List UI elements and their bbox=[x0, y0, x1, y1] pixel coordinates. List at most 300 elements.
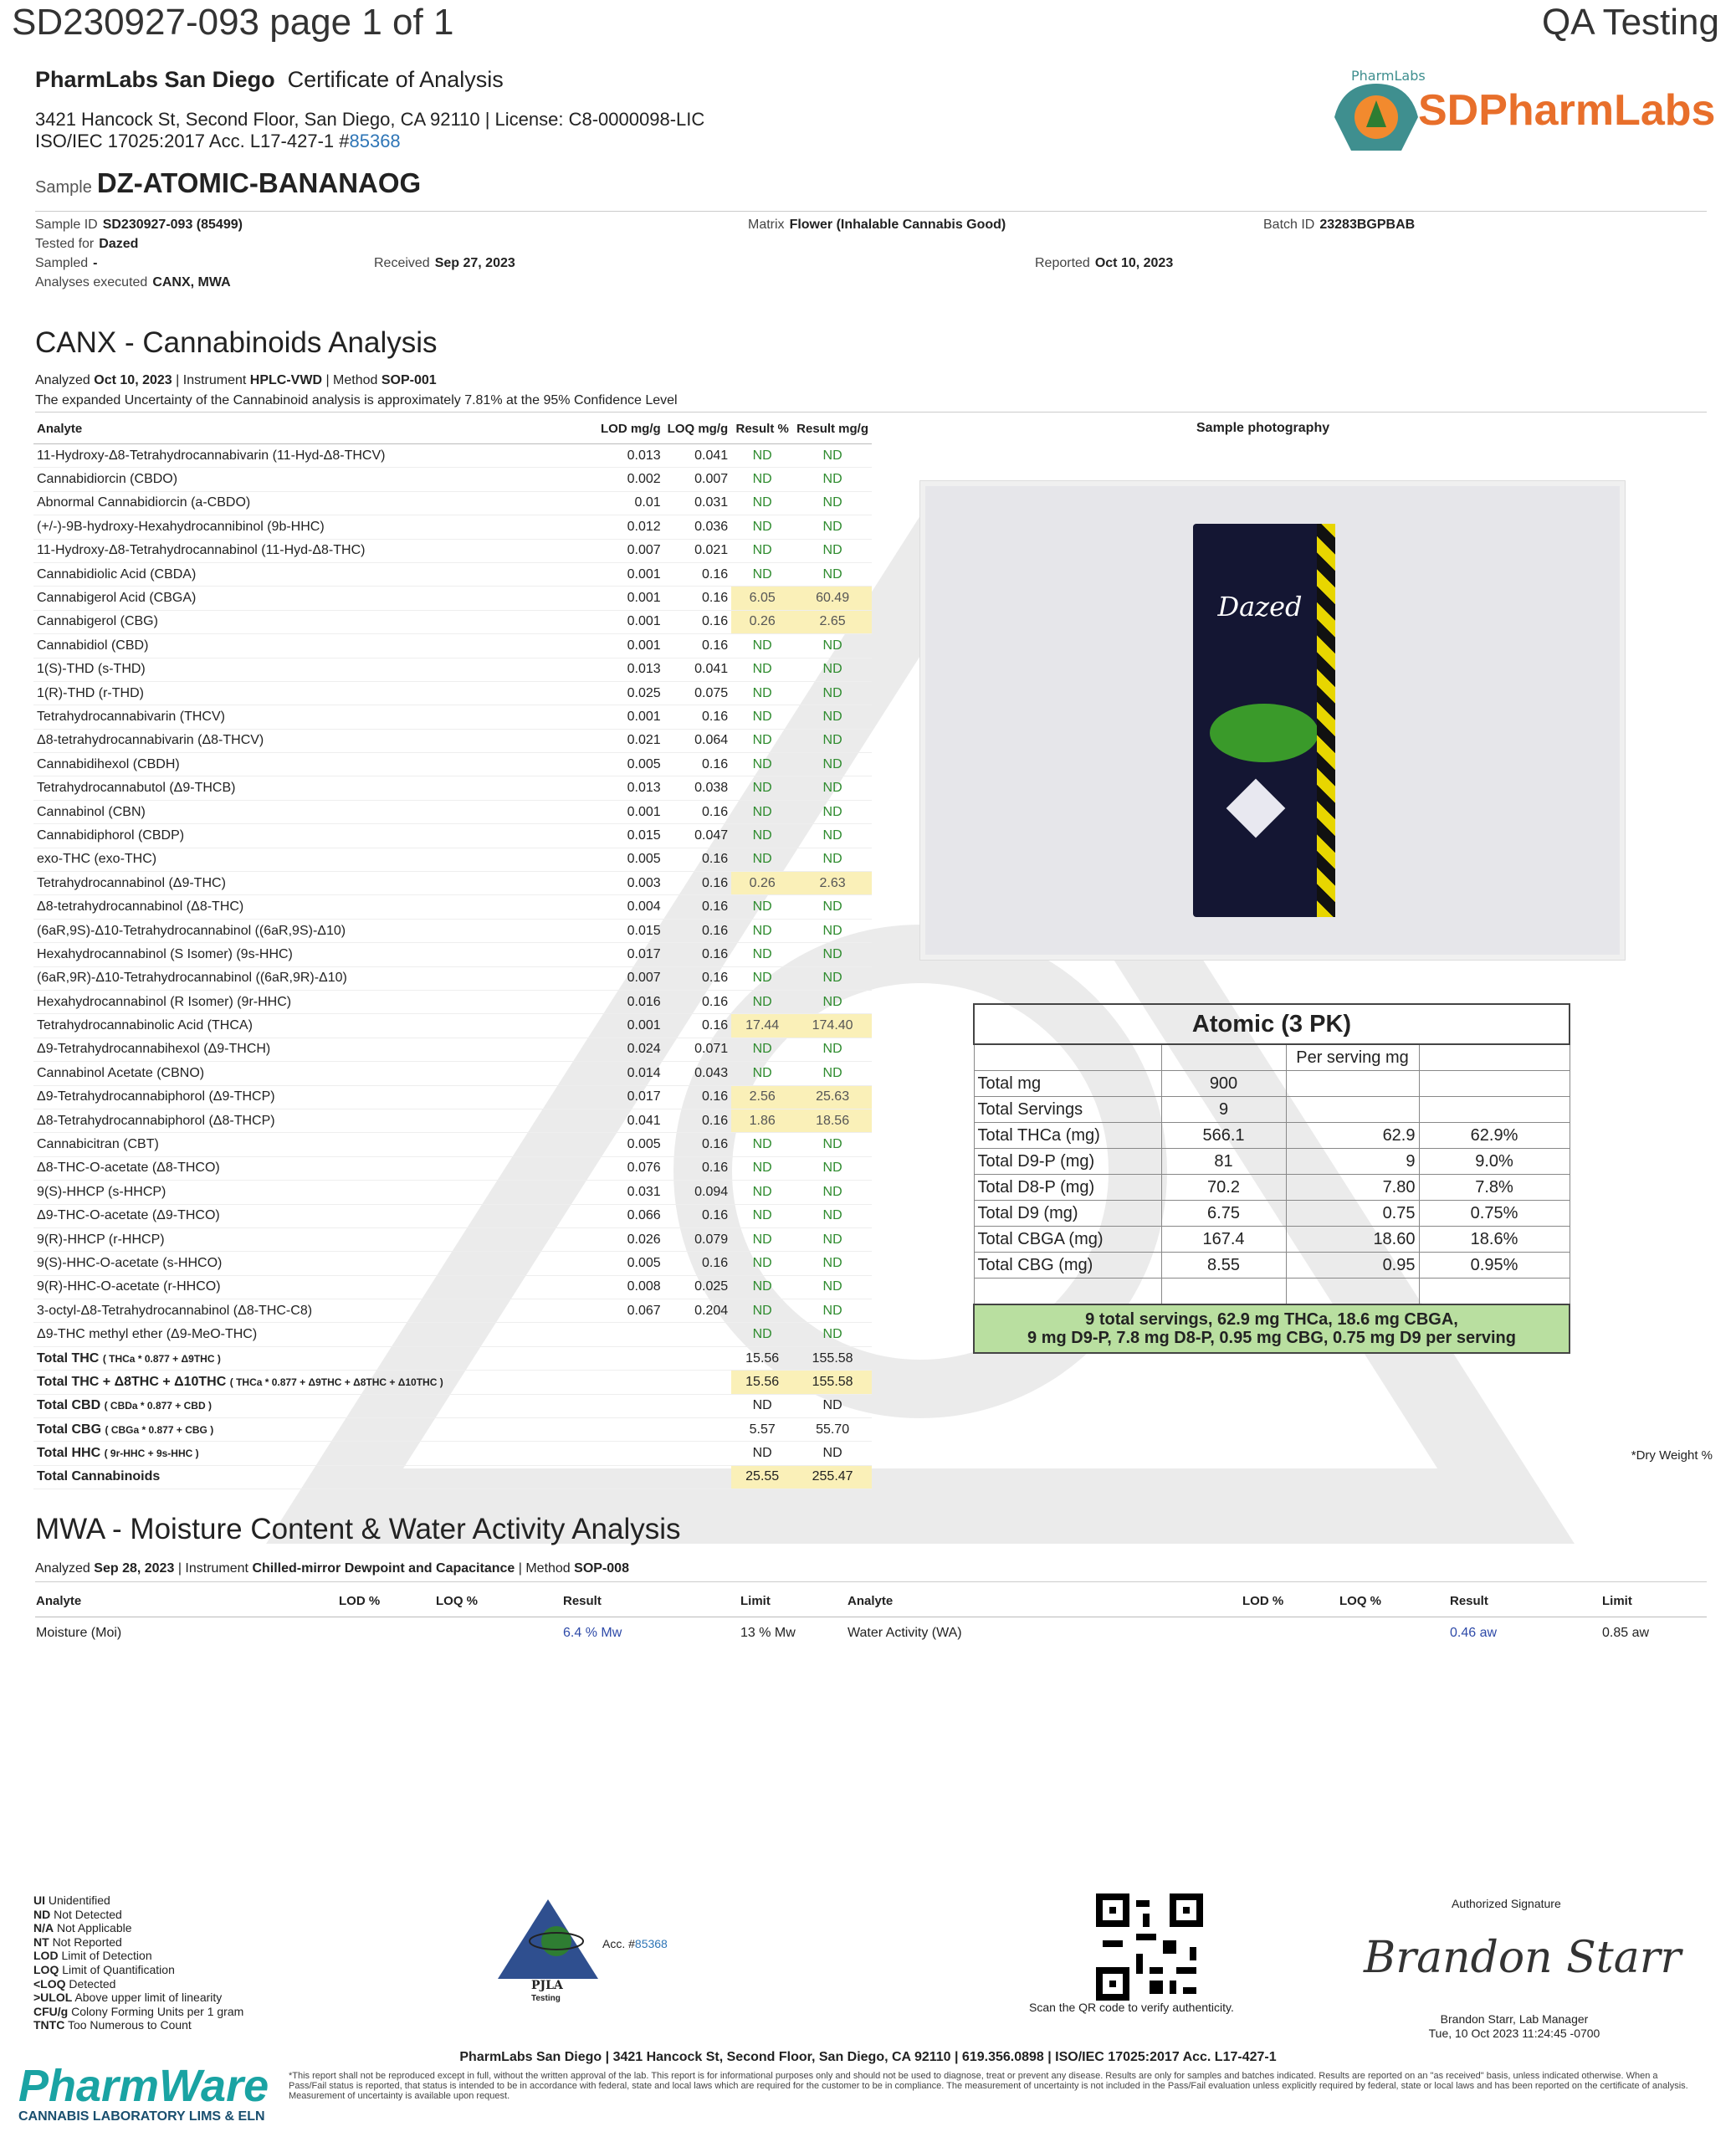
water-activity-result: 0.46 aw bbox=[1450, 1626, 1498, 1640]
result-pct: ND bbox=[731, 1252, 793, 1275]
table-row bbox=[33, 610, 872, 633]
lod-value: 0.001 bbox=[597, 705, 664, 729]
lod-value: 0.017 bbox=[597, 1085, 664, 1109]
total-name: Total CBG ( CBGa * 0.877 + CBG ) bbox=[33, 1418, 731, 1442]
result-pct: ND bbox=[731, 634, 793, 658]
analyte-name: 11-Hydroxy-Δ8-Tetrahydrocannabinol (11-Hyd-Δ8-THC) bbox=[33, 539, 597, 562]
lod-value: 0.014 bbox=[597, 1062, 664, 1085]
loq-value: 0.021 bbox=[664, 539, 732, 562]
result-pct: ND bbox=[731, 1038, 793, 1061]
total-row bbox=[33, 1465, 872, 1489]
mwa-title: MWA - Moisture Content & Water Activity Analysis bbox=[35, 1513, 681, 1545]
lod-value: 0.005 bbox=[597, 1252, 664, 1275]
lab-title: PharmLabs San Diego Certificate of Analysis bbox=[35, 67, 504, 92]
water-activity-limit: 0.85 aw bbox=[1602, 1626, 1650, 1640]
legend-item: LOD Limit of Detection bbox=[33, 1949, 152, 1963]
analyte-name: (6aR,9R)-Δ10-Tetrahydrocannabinol ((6aR,9R)-Δ10) bbox=[33, 966, 597, 990]
lod-value: 0.017 bbox=[597, 943, 664, 966]
loq-value: 0.16 bbox=[664, 895, 732, 919]
analyte-name: (6aR,9S)-Δ10-Tetrahydrocannabinol ((6aR,9S)-Δ10) bbox=[33, 919, 597, 942]
analyte-name: (+/-)-9B-hydroxy-Hexahydrocannibinol (9b-HHC) bbox=[33, 515, 597, 539]
lod-value: 0.012 bbox=[597, 515, 664, 539]
analyte-name: Tetrahydrocannabivarin (THCV) bbox=[33, 705, 597, 729]
legend-item: NT Not Reported bbox=[33, 1934, 122, 1949]
loq-value: 0.16 bbox=[664, 943, 732, 966]
lod-value: 0.001 bbox=[597, 587, 664, 610]
serving-row: Total mg 900 bbox=[974, 1071, 1570, 1097]
total-row bbox=[33, 1442, 872, 1465]
lod-value: 0.008 bbox=[597, 1275, 664, 1299]
analyte-name: Δ8-Tetrahydrocannabiphorol (Δ8-THCP) bbox=[33, 1109, 597, 1132]
table-row bbox=[33, 895, 872, 919]
loq-value: 0.16 bbox=[664, 753, 732, 776]
loq-value: 0.16 bbox=[664, 1204, 732, 1227]
analyte-name: 9(R)-HHC-O-acetate (r-HHCO) bbox=[33, 1275, 597, 1299]
footer-address: PharmLabs San Diego | 3421 Hancock St, Second Floor, San Diego, CA 92110 | 619.356.0898 | ISO/IEC 17025:2017 Acc. L17-427-1 bbox=[459, 2050, 1277, 2064]
lod-value: 0.002 bbox=[597, 468, 664, 491]
result-mgg: ND bbox=[793, 1181, 872, 1204]
lod-value bbox=[597, 1323, 664, 1346]
result-mgg: ND bbox=[793, 658, 872, 681]
legend-item: N/A Not Applicable bbox=[33, 1921, 132, 1935]
analyte-name: 9(R)-HHCP (r-HHCP) bbox=[33, 1227, 597, 1251]
col-result-mgg: Result mg/g bbox=[793, 413, 872, 444]
result-pct: ND bbox=[731, 1275, 793, 1299]
loq-value: 0.16 bbox=[664, 610, 732, 633]
result-pct: 6.05 bbox=[731, 587, 793, 610]
loq-value: 0.16 bbox=[664, 1252, 732, 1275]
mwa-analyzed: Analyzed Sep 28, 2023 | Instrument Chilled-mirror Dewpoint and Capacitance | Method SOP-008 bbox=[35, 1561, 629, 1576]
table-row bbox=[33, 776, 872, 800]
table-row bbox=[33, 681, 872, 705]
qr-caption: Scan the QR code to verify authenticity. bbox=[1029, 2001, 1234, 2014]
lod-value: 0.041 bbox=[597, 1109, 664, 1132]
table-row bbox=[33, 444, 872, 468]
result-mgg: ND bbox=[793, 539, 872, 562]
loq-value: 0.094 bbox=[664, 1181, 732, 1204]
table-row bbox=[33, 1299, 872, 1323]
result-pct: 2.56 bbox=[731, 1085, 793, 1109]
result-mgg: ND bbox=[793, 1133, 872, 1156]
col-lod: LOD mg/g bbox=[597, 413, 664, 444]
result-mgg: ND bbox=[793, 729, 872, 752]
lod-value: 0.007 bbox=[597, 966, 664, 990]
loq-value: 0.031 bbox=[664, 491, 732, 515]
result-mgg: 18.56 bbox=[793, 1109, 872, 1132]
result-mgg: ND bbox=[793, 824, 872, 848]
result-mgg: ND bbox=[793, 1299, 872, 1323]
analyte-name: Δ8-tetrahydrocannabivarin (Δ8-THCV) bbox=[33, 729, 597, 752]
dry-weight-note: *Dry Weight % bbox=[1631, 1448, 1713, 1463]
result-mgg: 25.63 bbox=[793, 1085, 872, 1109]
analyte-name: 1(S)-THD (s-THD) bbox=[33, 658, 597, 681]
analyte-name: Tetrahydrocannabutol (Δ9-THCB) bbox=[33, 776, 597, 800]
loq-value: 0.16 bbox=[664, 966, 732, 990]
result-mgg: 2.65 bbox=[793, 610, 872, 633]
table-row bbox=[33, 753, 872, 776]
moisture-result: 6.4 % Mw bbox=[563, 1626, 622, 1640]
per-serving-header: Per serving mg bbox=[1286, 1044, 1419, 1071]
analyte-name: Cannabigerol (CBG) bbox=[33, 610, 597, 633]
result-mgg: ND bbox=[793, 1323, 872, 1346]
mwa-table: Analyte LOD % LOQ % Result Limit Analyte LOD % LOQ % Result Limit Moisture (Moi) 6.4 % Mw 13 % Mw Water Activity (WA) 0.46 aw 0.85 aw bbox=[35, 1585, 1707, 1649]
lod-value: 0.025 bbox=[597, 681, 664, 705]
serving-row: Total CBG (mg) 8.55 0.95 0.95% bbox=[974, 1253, 1570, 1279]
result-mgg: ND bbox=[793, 1156, 872, 1180]
table-row bbox=[33, 1227, 872, 1251]
canx-uncertainty: The expanded Uncertainty of the Cannabinoid analysis is approximately 7.81% at the 95% Confidence Level bbox=[35, 393, 678, 407]
divider bbox=[35, 211, 1707, 212]
analyte-name: Hexahydrocannabinol (S Isomer) (9s-HHC) bbox=[33, 943, 597, 966]
table-row bbox=[33, 1204, 872, 1227]
result-mgg: ND bbox=[793, 966, 872, 990]
loq-value: 0.16 bbox=[664, 634, 732, 658]
table-row bbox=[33, 943, 872, 966]
loq-value: 0.064 bbox=[664, 729, 732, 752]
result-mgg: ND bbox=[793, 562, 872, 586]
lod-value: 0.016 bbox=[597, 990, 664, 1013]
col-result-pct: Result % bbox=[731, 413, 793, 444]
result-mgg: 174.40 bbox=[793, 1014, 872, 1038]
loq-value: 0.204 bbox=[664, 1299, 732, 1323]
total-row bbox=[33, 1418, 872, 1442]
loq-value: 0.007 bbox=[664, 468, 732, 491]
legend-item: TNTC Too Numerous to Count bbox=[33, 2018, 192, 2032]
result-mgg: ND bbox=[793, 1227, 872, 1251]
table-row bbox=[33, 966, 872, 990]
total-pct: ND bbox=[731, 1394, 793, 1417]
table-row bbox=[33, 1133, 872, 1156]
result-pct: ND bbox=[731, 990, 793, 1013]
table-row bbox=[33, 1062, 872, 1085]
lod-value: 0.001 bbox=[597, 634, 664, 658]
loq-value: 0.16 bbox=[664, 848, 732, 871]
legend-item: ND Not Detected bbox=[33, 1907, 122, 1921]
analyte-name: Hexahydrocannabinol (R Isomer) (9r-HHC) bbox=[33, 990, 597, 1013]
result-mgg: ND bbox=[793, 943, 872, 966]
table-row bbox=[33, 705, 872, 729]
result-pct: ND bbox=[731, 658, 793, 681]
analyte-name: Cannabigerol Acid (CBGA) bbox=[33, 587, 597, 610]
sdpharmlabs-logo bbox=[1326, 67, 1716, 159]
table-row bbox=[33, 1181, 872, 1204]
result-pct: ND bbox=[731, 1156, 793, 1180]
loq-value: 0.16 bbox=[664, 1133, 732, 1156]
document-id: SD230927-093 page 1 of 1 bbox=[12, 2, 454, 43]
result-mgg: ND bbox=[793, 753, 872, 776]
logo-wordmark: SDPharmLabs bbox=[1418, 86, 1716, 135]
result-pct: ND bbox=[731, 848, 793, 871]
result-pct: ND bbox=[731, 753, 793, 776]
analyte-name: Cannabidiphorol (CBDP) bbox=[33, 824, 597, 848]
analyte-name: 1(R)-THD (r-THD) bbox=[33, 681, 597, 705]
loq-value: 0.16 bbox=[664, 990, 732, 1013]
lod-value: 0.005 bbox=[597, 753, 664, 776]
result-mgg: ND bbox=[793, 919, 872, 942]
lod-value: 0.005 bbox=[597, 1133, 664, 1156]
table-row bbox=[33, 1156, 872, 1180]
atomic-serving-table bbox=[973, 1003, 1570, 1354]
table-row bbox=[33, 1109, 872, 1132]
result-pct: ND bbox=[731, 705, 793, 729]
qa-label: QA Testing bbox=[1542, 2, 1719, 43]
loq-value: 0.16 bbox=[664, 562, 732, 586]
analyte-name: Tetrahydrocannabinolic Acid (THCA) bbox=[33, 1014, 597, 1038]
analyte-name: 3-octyl-Δ8-Tetrahydrocannabinol (Δ8-THC-C8) bbox=[33, 1299, 597, 1323]
table-row bbox=[33, 587, 872, 610]
table-row bbox=[33, 800, 872, 823]
result-mgg: ND bbox=[793, 634, 872, 658]
result-pct: ND bbox=[731, 1323, 793, 1346]
sample-photo bbox=[920, 481, 1625, 960]
lod-value: 0.001 bbox=[597, 1014, 664, 1038]
lod-value: 0.013 bbox=[597, 776, 664, 800]
total-pct: 15.56 bbox=[731, 1346, 793, 1370]
moisture-limit: 13 % Mw bbox=[740, 1626, 796, 1640]
serving-row: Total D9-P (mg) 81 9 9.0% bbox=[974, 1149, 1570, 1175]
moisture-name: Moisture (Moi) bbox=[36, 1626, 122, 1640]
result-pct: ND bbox=[731, 1133, 793, 1156]
qr-code-icon[interactable] bbox=[1096, 1893, 1203, 2001]
divider bbox=[35, 1581, 1707, 1582]
lod-value: 0.013 bbox=[597, 658, 664, 681]
lab-address: 3421 Hancock St, Second Floor, San Diego, CA 92110 | License: C8-0000098-LIC ISO/IEC 17025:2017 Acc. L17-427-1 #85368 bbox=[35, 109, 705, 151]
analyte-name: Δ9-THC methyl ether (Δ9-MeO-THC) bbox=[33, 1323, 597, 1346]
table-row bbox=[33, 491, 872, 515]
lod-value: 0.066 bbox=[597, 1204, 664, 1227]
table-row bbox=[33, 729, 872, 752]
result-mgg: ND bbox=[793, 800, 872, 823]
lod-value: 0.004 bbox=[597, 895, 664, 919]
table-row bbox=[33, 824, 872, 848]
product-bag-image: Dazed bbox=[1193, 524, 1335, 917]
total-name: Total THC + Δ8THC + Δ10THC ( THCa * 0.877 + Δ9THC + Δ8THC + Δ10THC ) bbox=[33, 1371, 731, 1394]
total-name: Total Cannabinoids bbox=[33, 1465, 731, 1489]
total-mgg: 255.47 bbox=[793, 1465, 872, 1489]
total-name: Total HHC ( 9r-HHC + 9s-HHC ) bbox=[33, 1442, 731, 1465]
analyte-name: 9(S)-HHC-O-acetate (s-HHCO) bbox=[33, 1252, 597, 1275]
total-pct: 15.56 bbox=[731, 1371, 793, 1394]
result-pct: ND bbox=[731, 729, 793, 752]
result-mgg: 60.49 bbox=[793, 587, 872, 610]
result-pct: ND bbox=[731, 491, 793, 515]
serving-row: Total THCa (mg) 566.1 62.9 62.9% bbox=[974, 1123, 1570, 1149]
analyte-name: Cannabidiolic Acid (CBDA) bbox=[33, 562, 597, 586]
table-row bbox=[33, 919, 872, 942]
total-mgg: 155.58 bbox=[793, 1346, 872, 1370]
lod-value: 0.021 bbox=[597, 729, 664, 752]
result-mgg: ND bbox=[793, 1252, 872, 1275]
accreditation-link[interactable]: 85368 bbox=[349, 131, 401, 151]
result-pct: ND bbox=[731, 1062, 793, 1085]
loq-value: 0.16 bbox=[664, 705, 732, 729]
col-analyte: Analyte bbox=[33, 413, 597, 444]
result-pct: ND bbox=[731, 776, 793, 800]
analyte-name: 9(S)-HHCP (s-HHCP) bbox=[33, 1181, 597, 1204]
loq-value: 0.16 bbox=[664, 1085, 732, 1109]
result-pct: ND bbox=[731, 800, 793, 823]
lod-value: 0.076 bbox=[597, 1156, 664, 1180]
abbreviation-legend bbox=[33, 1893, 243, 2032]
serving-row: Total D9 (mg) 6.75 0.75 0.75% bbox=[974, 1201, 1570, 1227]
footer-disclaimer: *This report shall not be reproduced except in full, without the written approval of the lab. This report is for informational purposes only and should not be used to diagnose, treat or prevent any disease. Results are only for samples and batches indicated. Results are reported on an "as received" basis, unless indicated otherwise. When a Pass/Fail status is reported, that status is intended to be in accordance with federal, state and local laws which are required for the customer to be in compliance. The measurement of uncertainty is not included in the Pass/Fail evaluation unless explicitly required by federal, state or local laws and has been reported on the certificate of analysis. Measurement of uncertainty is available upon request. bbox=[289, 2071, 1688, 2101]
lod-value: 0.001 bbox=[597, 562, 664, 586]
loq-value: 0.16 bbox=[664, 1109, 732, 1132]
analyte-name: exo-THC (exo-THC) bbox=[33, 848, 597, 871]
serving-row: Total D8-P (mg) 70.2 7.80 7.8% bbox=[974, 1175, 1570, 1201]
atomic-title: Atomic (3 PK) bbox=[974, 1004, 1570, 1044]
analyte-name: Cannabidiorcin (CBDO) bbox=[33, 468, 597, 491]
water-activity-name: Water Activity (WA) bbox=[848, 1626, 962, 1640]
svg-text:PharmLabs: PharmLabs bbox=[1351, 68, 1426, 84]
cannabinoid-table bbox=[33, 413, 872, 1489]
canx-analyzed: Analyzed Oct 10, 2023 | Instrument HPLC-VWD | Method SOP-001 bbox=[35, 373, 437, 387]
loq-value bbox=[664, 1323, 732, 1346]
lod-value: 0.013 bbox=[597, 444, 664, 468]
serving-row: Total Servings 9 bbox=[974, 1097, 1570, 1123]
loq-value: 0.079 bbox=[664, 1227, 732, 1251]
total-pct: 5.57 bbox=[731, 1418, 793, 1442]
table-row bbox=[33, 1014, 872, 1038]
loq-value: 0.047 bbox=[664, 824, 732, 848]
result-pct: ND bbox=[731, 1204, 793, 1227]
lod-value: 0.015 bbox=[597, 824, 664, 848]
table-row bbox=[33, 1323, 872, 1346]
result-mgg: ND bbox=[793, 1275, 872, 1299]
loq-value: 0.16 bbox=[664, 800, 732, 823]
signature-script: Brandon Starr bbox=[1364, 1933, 1682, 1983]
total-pct: ND bbox=[731, 1442, 793, 1465]
result-pct: ND bbox=[731, 1227, 793, 1251]
table-row bbox=[33, 1275, 872, 1299]
loq-value: 0.041 bbox=[664, 444, 732, 468]
result-mgg: ND bbox=[793, 990, 872, 1013]
signer: Brandon Starr, Lab Manager Tue, 10 Oct 2023 11:24:45 -0700 bbox=[1428, 2012, 1600, 2040]
analyte-name: Δ9-Tetrahydrocannabiphorol (Δ9-THCP) bbox=[33, 1085, 597, 1109]
loq-value: 0.038 bbox=[664, 776, 732, 800]
lod-value: 0.024 bbox=[597, 1038, 664, 1061]
result-pct: ND bbox=[731, 515, 793, 539]
legend-item: CFU/g Colony Forming Units per 1 gram bbox=[33, 2004, 244, 2018]
result-pct: ND bbox=[731, 966, 793, 990]
table-row bbox=[33, 872, 872, 895]
loq-value: 0.041 bbox=[664, 658, 732, 681]
lod-value: 0.067 bbox=[597, 1299, 664, 1323]
total-mgg: ND bbox=[793, 1442, 872, 1465]
loq-value: 0.036 bbox=[664, 515, 732, 539]
logo-emblem-icon bbox=[1326, 67, 1426, 159]
photo-label: Sample photography bbox=[1196, 421, 1330, 435]
result-pct: 0.26 bbox=[731, 610, 793, 633]
pjla-logo: Acc. #85368 PJLA Testing bbox=[494, 1895, 686, 2012]
legend-item: >ULOL Above upper limit of linearity bbox=[33, 1991, 223, 2005]
col-loq: LOQ mg/g bbox=[664, 413, 732, 444]
lod-value: 0.003 bbox=[597, 872, 664, 895]
table-row bbox=[33, 990, 872, 1013]
table-row bbox=[33, 562, 872, 586]
result-pct: 0.26 bbox=[731, 872, 793, 895]
lod-value: 0.007 bbox=[597, 539, 664, 562]
table-row bbox=[33, 634, 872, 658]
atomic-summary: 9 total servings, 62.9 mg THCa, 18.6 mg CBGA, 9 mg D9-P, 7.8 mg D8-P, 0.95 mg CBG, 0.75 mg D9 per serving bbox=[974, 1304, 1570, 1353]
loq-value: 0.043 bbox=[664, 1062, 732, 1085]
canx-title: CANX - Cannabinoids Analysis bbox=[35, 326, 438, 359]
result-pct: ND bbox=[731, 1299, 793, 1323]
legend-item: UI Unidentified bbox=[33, 1893, 110, 1907]
loq-value: 0.075 bbox=[664, 681, 732, 705]
total-pct: 25.55 bbox=[731, 1465, 793, 1489]
total-row bbox=[33, 1371, 872, 1394]
result-mgg: ND bbox=[793, 1038, 872, 1061]
analyte-name: Tetrahydrocannabinol (Δ9-THC) bbox=[33, 872, 597, 895]
result-mgg: ND bbox=[793, 681, 872, 705]
pharmware-logo: PharmWare CANNABIS LABORATORY LIMS & ELN bbox=[18, 2061, 269, 2124]
result-pct: ND bbox=[731, 919, 793, 942]
table-row bbox=[33, 468, 872, 491]
total-mgg: 155.58 bbox=[793, 1371, 872, 1394]
result-pct: ND bbox=[731, 1181, 793, 1204]
analyte-name: Δ9-Tetrahydrocannabihexol (Δ9-THCH) bbox=[33, 1038, 597, 1061]
result-pct: ND bbox=[731, 681, 793, 705]
loq-value: 0.16 bbox=[664, 919, 732, 942]
result-mgg: ND bbox=[793, 705, 872, 729]
loq-value: 0.071 bbox=[664, 1038, 732, 1061]
total-row bbox=[33, 1394, 872, 1417]
result-mgg: ND bbox=[793, 1204, 872, 1227]
table-row bbox=[33, 848, 872, 871]
analyte-name: Δ8-THC-O-acetate (Δ8-THCO) bbox=[33, 1156, 597, 1180]
loq-value: 0.16 bbox=[664, 587, 732, 610]
table-row bbox=[33, 1085, 872, 1109]
total-mgg: ND bbox=[793, 1394, 872, 1417]
analyte-name: Cannabidihexol (CBDH) bbox=[33, 753, 597, 776]
total-mgg: 55.70 bbox=[793, 1418, 872, 1442]
result-mgg: ND bbox=[793, 895, 872, 919]
divider bbox=[35, 412, 1707, 413]
result-mgg: ND bbox=[793, 776, 872, 800]
result-pct: 1.86 bbox=[731, 1109, 793, 1132]
result-pct: 17.44 bbox=[731, 1014, 793, 1038]
result-mgg: ND bbox=[793, 468, 872, 491]
table-row bbox=[33, 658, 872, 681]
loq-value: 0.025 bbox=[664, 1275, 732, 1299]
result-mgg: ND bbox=[793, 1062, 872, 1085]
table-row bbox=[33, 1038, 872, 1061]
analyte-name: Abnormal Cannabidiorcin (a-CBDO) bbox=[33, 491, 597, 515]
total-name: Total CBD ( CBDa * 0.877 + CBD ) bbox=[33, 1394, 731, 1417]
analyte-name: Cannabidiol (CBD) bbox=[33, 634, 597, 658]
analyte-name: Cannabicitran (CBT) bbox=[33, 1133, 597, 1156]
sample-meta: Sample ID SD230927-093 (85499) Matrix Flower (Inhalable Cannabis Good) Batch ID 23283BGPBAB Tested for Dazed Sampled - Received Sep 27, 2023 Reported Oct 10, 2023 Analyses executed CANX, MWA bbox=[35, 218, 1416, 290]
legend-item: LOQ Limit of Quantification bbox=[33, 1962, 175, 1976]
analyte-name: Cannabinol Acetate (CBNO) bbox=[33, 1062, 597, 1085]
lod-value: 0.026 bbox=[597, 1227, 664, 1251]
table-row bbox=[33, 515, 872, 539]
lod-value: 0.005 bbox=[597, 848, 664, 871]
result-pct: ND bbox=[731, 539, 793, 562]
analyte-name: Δ9-THC-O-acetate (Δ9-THCO) bbox=[33, 1204, 597, 1227]
lod-value: 0.001 bbox=[597, 800, 664, 823]
result-pct: ND bbox=[731, 468, 793, 491]
analyte-name: Δ8-tetrahydrocannabinol (Δ8-THC) bbox=[33, 895, 597, 919]
result-pct: ND bbox=[731, 444, 793, 468]
result-mgg: ND bbox=[793, 515, 872, 539]
total-name: Total THC ( THCa * 0.877 + Δ9THC ) bbox=[33, 1346, 731, 1370]
lod-value: 0.031 bbox=[597, 1181, 664, 1204]
result-mgg: ND bbox=[793, 444, 872, 468]
analyte-name: 11-Hydroxy-Δ8-Tetrahydrocannabivarin (11-Hyd-Δ8-THCV) bbox=[33, 444, 597, 468]
lod-value: 0.015 bbox=[597, 919, 664, 942]
